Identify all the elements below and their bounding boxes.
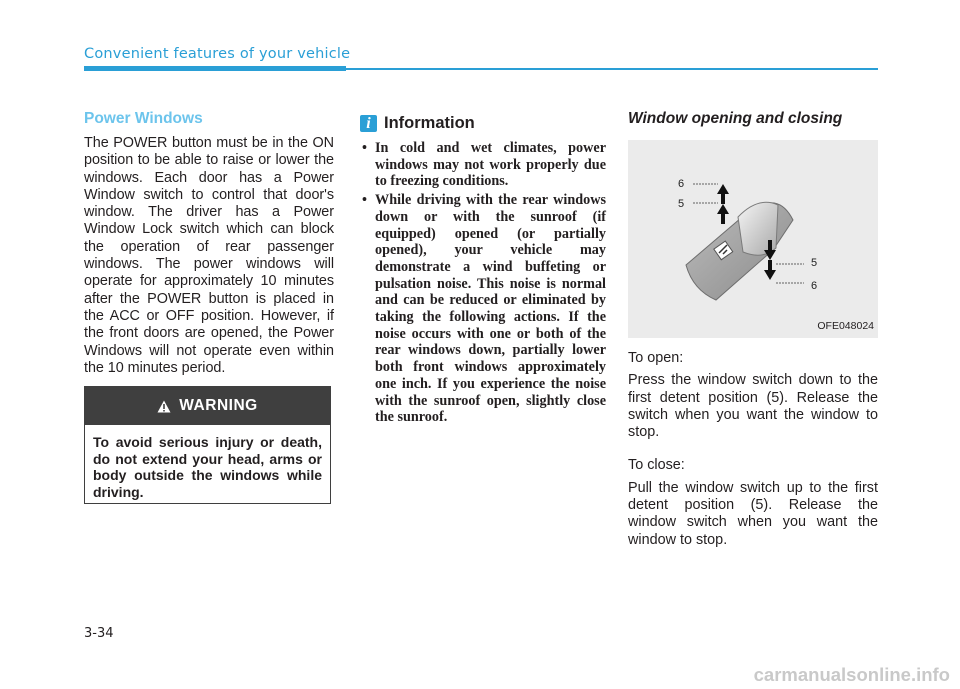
warning-box: [84, 386, 331, 504]
information-section: [360, 114, 606, 428]
header-rule-accent: [84, 66, 346, 71]
power-windows-heading: Power Windows: [84, 110, 203, 127]
warning-header: [85, 387, 330, 425]
info-icon: i: [360, 115, 377, 132]
close-label: To close:: [628, 457, 685, 474]
information-list: [360, 140, 606, 426]
header-rule-line: [346, 68, 878, 70]
figure-code: OFE048024: [817, 320, 874, 332]
warning-title: WARNING: [179, 397, 258, 414]
information-item: • While driving with the rear windows down or with the sunroof (if equipped) opened (or partially opened), your vehicle may demonstrate a wind buffeting or pulsation noise. This noise is normal and can be reduced or eliminated by taking the following actions. If the noise occurs with one or both of the rear windows down, partially lower both front windows approximately one inch. If you experience the noise with the sunroof open, slightly close the sunroof.: [362, 192, 606, 426]
warning-triangle-icon: [157, 400, 171, 413]
watermark: carmanualsonline.info: [753, 664, 950, 685]
callout-down-6: 6: [811, 280, 818, 292]
callout-up-6: 6: [678, 178, 685, 190]
window-switch-figure: [628, 140, 878, 338]
close-text: Pull the window switch up to the first detent position (5). Release the window switch when you want the window to stop.: [628, 479, 878, 548]
power-windows-section: [84, 110, 334, 377]
open-text: Press the window switch down to the first detent position (5). Release the switch when you want the window to stop.: [628, 372, 878, 441]
section-header-title: Convenient features of your vehicle: [84, 46, 351, 62]
callout-down-5: 5: [811, 257, 818, 269]
open-label: To open:: [628, 350, 684, 366]
information-title: Information: [384, 114, 475, 132]
page-number: 3-34: [84, 626, 114, 641]
window-operation-heading: Window opening and closing: [628, 110, 843, 127]
callout-up-5: 5: [678, 198, 685, 210]
information-header: [360, 114, 606, 133]
window-operation-section: [628, 110, 878, 549]
power-windows-body: The POWER button must be in the ON position to be able to raise or lower the windows. Each door has a Power Window switch to control that door's window. The driver has a Power Window Lock switch which can block the operation of rear passenger windows. The power windows will operate for approximately 10 minutes after the POWER button is placed in the ACC or OFF position. However, if the front doors are opened, the Power Windows will not operate even within the 10 minutes period.: [84, 135, 334, 376]
warning-text: To avoid serious injury or death, do not extend your head, arms or body outside the windows while driving.: [93, 434, 322, 500]
information-item: • In cold and wet climates, power windows may not work properly due to freezing conditions.: [362, 140, 606, 190]
window-switch-illustration: [628, 140, 878, 338]
